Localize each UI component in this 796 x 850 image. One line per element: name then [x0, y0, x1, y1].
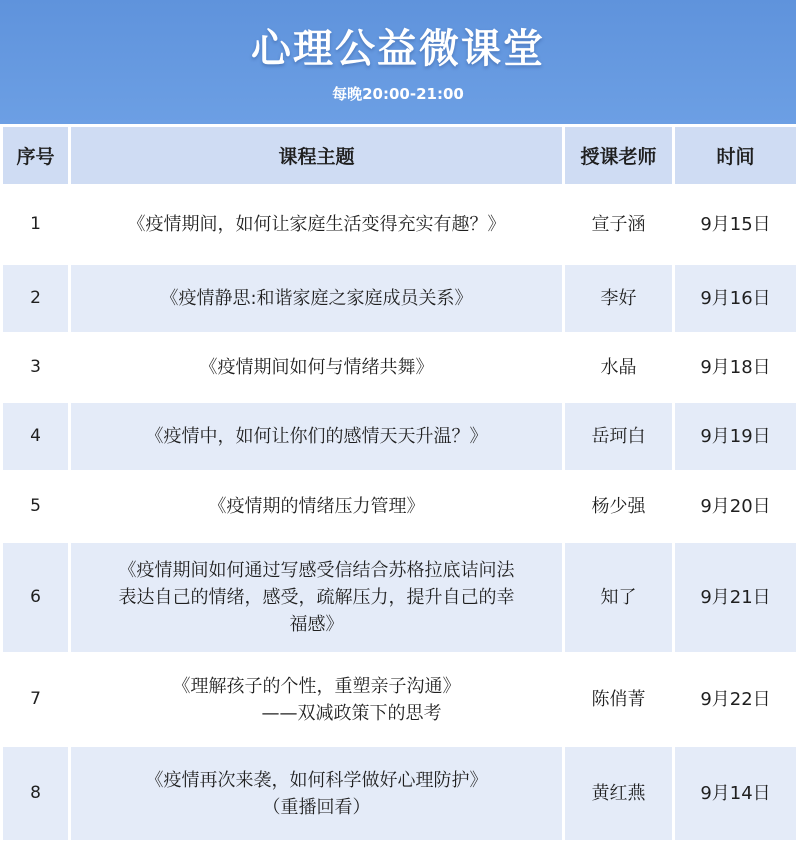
- row-index: 5: [2, 472, 70, 542]
- row-index: 3: [2, 334, 70, 402]
- table-row: [2, 472, 796, 542]
- row-teacher: 岳珂白: [564, 402, 674, 472]
- topic-line: 《疫情中，如何让你们的感情天天升温？》: [145, 426, 488, 447]
- row-topic: [70, 186, 564, 264]
- table-row: [2, 264, 796, 334]
- row-index: 2: [2, 264, 70, 334]
- row-teacher: 水晶: [564, 334, 674, 402]
- row-index: 4: [2, 402, 70, 472]
- topic-line: 《疫情再次来袭，如何科学做好心理防护》: [145, 769, 488, 791]
- column-header-date: 时间: [674, 126, 796, 186]
- topic-line: 《疫情期间如何通过写感受信结合苏格拉底诘问法: [118, 560, 515, 581]
- table-row: [2, 542, 796, 654]
- row-teacher: 宣子涵: [564, 186, 674, 264]
- topic-line: 《疫情期的情绪压力管理》: [208, 496, 425, 517]
- course-table: [0, 124, 796, 843]
- table-row: [2, 402, 796, 472]
- topic-line: 《理解孩子的个性，重塑亲子沟通》: [172, 675, 461, 697]
- row-topic: [70, 264, 564, 334]
- row-date: 9月15日: [674, 186, 796, 264]
- row-topic: [70, 402, 564, 472]
- row-date: 9月18日: [674, 334, 796, 402]
- column-header-index: 序号: [2, 126, 70, 186]
- row-index: 1: [2, 186, 70, 264]
- row-teacher: 知了: [564, 542, 674, 654]
- row-teacher: 陈俏菁: [564, 654, 674, 746]
- row-date: 9月20日: [674, 472, 796, 542]
- table-row: [2, 186, 796, 264]
- row-date: 9月16日: [674, 264, 796, 334]
- table-row: [2, 746, 796, 842]
- row-teacher: 杨少强: [564, 472, 674, 542]
- topic-line: 《疫情静思:和谐家庭之家庭成员关系》: [160, 288, 473, 309]
- topic-line: 福感》: [289, 614, 344, 635]
- table-row: [2, 654, 796, 746]
- row-date: 9月22日: [674, 654, 796, 746]
- topic-line: 表达自己的情绪，感受，疏解压力，提升自己的幸: [118, 587, 515, 608]
- row-index: 6: [2, 542, 70, 654]
- header-banner: [0, 0, 796, 124]
- row-date: 9月14日: [674, 746, 796, 842]
- topic-line: 《疫情期间，如何让家庭生活变得充实有趣？》: [127, 214, 506, 235]
- topic-line: ——双减政策下的思考: [261, 702, 442, 724]
- column-header-teacher: 授课老师: [564, 126, 674, 186]
- page-title: 心理公益微课堂: [251, 26, 545, 72]
- row-teacher: 黄红燕: [564, 746, 674, 842]
- row-topic: [70, 542, 564, 654]
- column-header-topic: 课程主题: [70, 126, 564, 186]
- row-index: 7: [2, 654, 70, 746]
- row-index: 8: [2, 746, 70, 842]
- row-teacher: 李好: [564, 264, 674, 334]
- row-topic: [70, 746, 564, 842]
- row-topic: [70, 654, 564, 746]
- row-topic: [70, 334, 564, 402]
- topic-line: （重播回看）: [262, 796, 371, 818]
- row-date: 9月21日: [674, 542, 796, 654]
- row-topic: [70, 472, 564, 542]
- schedule-time: 每晚20:00-21:00: [332, 85, 464, 103]
- table-row: [2, 334, 796, 402]
- topic-line: 《疫情期间如何与情绪共舞》: [199, 357, 434, 378]
- row-date: 9月19日: [674, 402, 796, 472]
- table-header-row: [2, 126, 796, 186]
